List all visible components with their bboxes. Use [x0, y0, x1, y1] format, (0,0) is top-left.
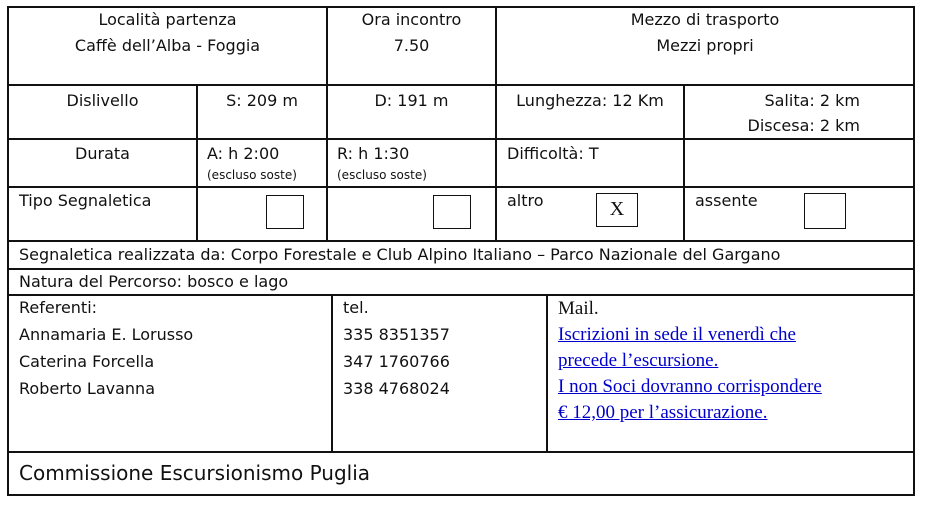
- row-divider: [7, 84, 915, 86]
- mail-link-line[interactable]: precede l’escursione.: [558, 350, 719, 371]
- signage-absent-label: assente: [695, 191, 758, 210]
- phone-number: 335 8351357: [343, 325, 450, 344]
- signage-type-label: Tipo Segnaletica: [19, 191, 152, 210]
- phone-number: 338 4768024: [343, 379, 450, 398]
- outbound-time: A: h 2:00: [207, 144, 280, 163]
- signage-absent-checkbox[interactable]: [804, 193, 846, 229]
- check-mark-icon: X: [609, 198, 625, 220]
- signage-other-checkbox[interactable]: [596, 193, 638, 227]
- signage-provider: Segnaletica realizzata da: Corpo Forestale e Club Alpino Italiano – Parco Nazionale del Gargano: [19, 245, 781, 264]
- row-divider: [7, 240, 915, 242]
- return-time: R: h 1:30: [337, 144, 410, 163]
- mail-link-line[interactable]: € 12,00 per l’assicurazione.: [558, 402, 768, 423]
- transport-label: Mezzo di trasporto: [630, 10, 780, 29]
- border-left: [7, 6, 9, 496]
- border-top: [7, 6, 915, 8]
- meeting-time-label: Ora incontro: [361, 10, 462, 29]
- descent-value: D: 191 m: [374, 91, 449, 110]
- route-nature: Natura del Percorso: bosco e lago: [19, 272, 289, 291]
- row-divider: [7, 186, 915, 188]
- duration-label: Durata: [75, 144, 130, 163]
- referents-label: Referenti:: [19, 298, 98, 317]
- referent-name: Annamaria E. Lorusso: [19, 325, 194, 344]
- row-divider: [7, 451, 915, 453]
- signage-checkbox-2[interactable]: [433, 195, 471, 229]
- transport-value: Mezzi propri: [656, 36, 754, 55]
- referent-name: Caterina Forcella: [19, 352, 155, 371]
- difficulty-value: Difficoltà: T: [507, 144, 599, 163]
- border-bottom: [7, 494, 915, 496]
- row-divider: [7, 268, 915, 270]
- meeting-time-value: 7.50: [393, 36, 430, 55]
- uphill-value: Salita: 2 km: [764, 91, 860, 110]
- excursion-info-table: [7, 6, 915, 496]
- border-right: [913, 6, 915, 496]
- ascent-value: S: 209 m: [226, 91, 298, 110]
- signage-checkbox-1[interactable]: [266, 195, 304, 229]
- row-divider: [7, 138, 915, 140]
- departure-value: Caffè dell’Alba - Foggia: [74, 36, 261, 55]
- mail-link-line[interactable]: I non Soci dovranno corrispondere: [558, 376, 822, 397]
- phone-number: 347 1760766: [343, 352, 450, 371]
- mail-link-line[interactable]: Iscrizioni in sede il venerdì che: [558, 324, 796, 345]
- footer-title: Commissione Escursionismo Puglia: [19, 461, 371, 485]
- length-value: Lunghezza: 12 Km: [516, 91, 664, 110]
- signage-other-label: altro: [507, 191, 544, 210]
- departure-label: Località partenza: [98, 10, 237, 29]
- col-divider: [546, 294, 548, 452]
- mail-label: Mail.: [558, 298, 599, 319]
- downhill-value: Discesa: 2 km: [747, 116, 860, 135]
- elevation-label: Dislivello: [66, 91, 139, 110]
- col-divider: [331, 294, 333, 452]
- outbound-note: (escluso soste): [207, 168, 297, 182]
- row-divider: [7, 294, 915, 296]
- referent-name: Roberto Lavanna: [19, 379, 155, 398]
- phone-label: tel.: [343, 298, 369, 317]
- return-note: (escluso soste): [337, 168, 427, 182]
